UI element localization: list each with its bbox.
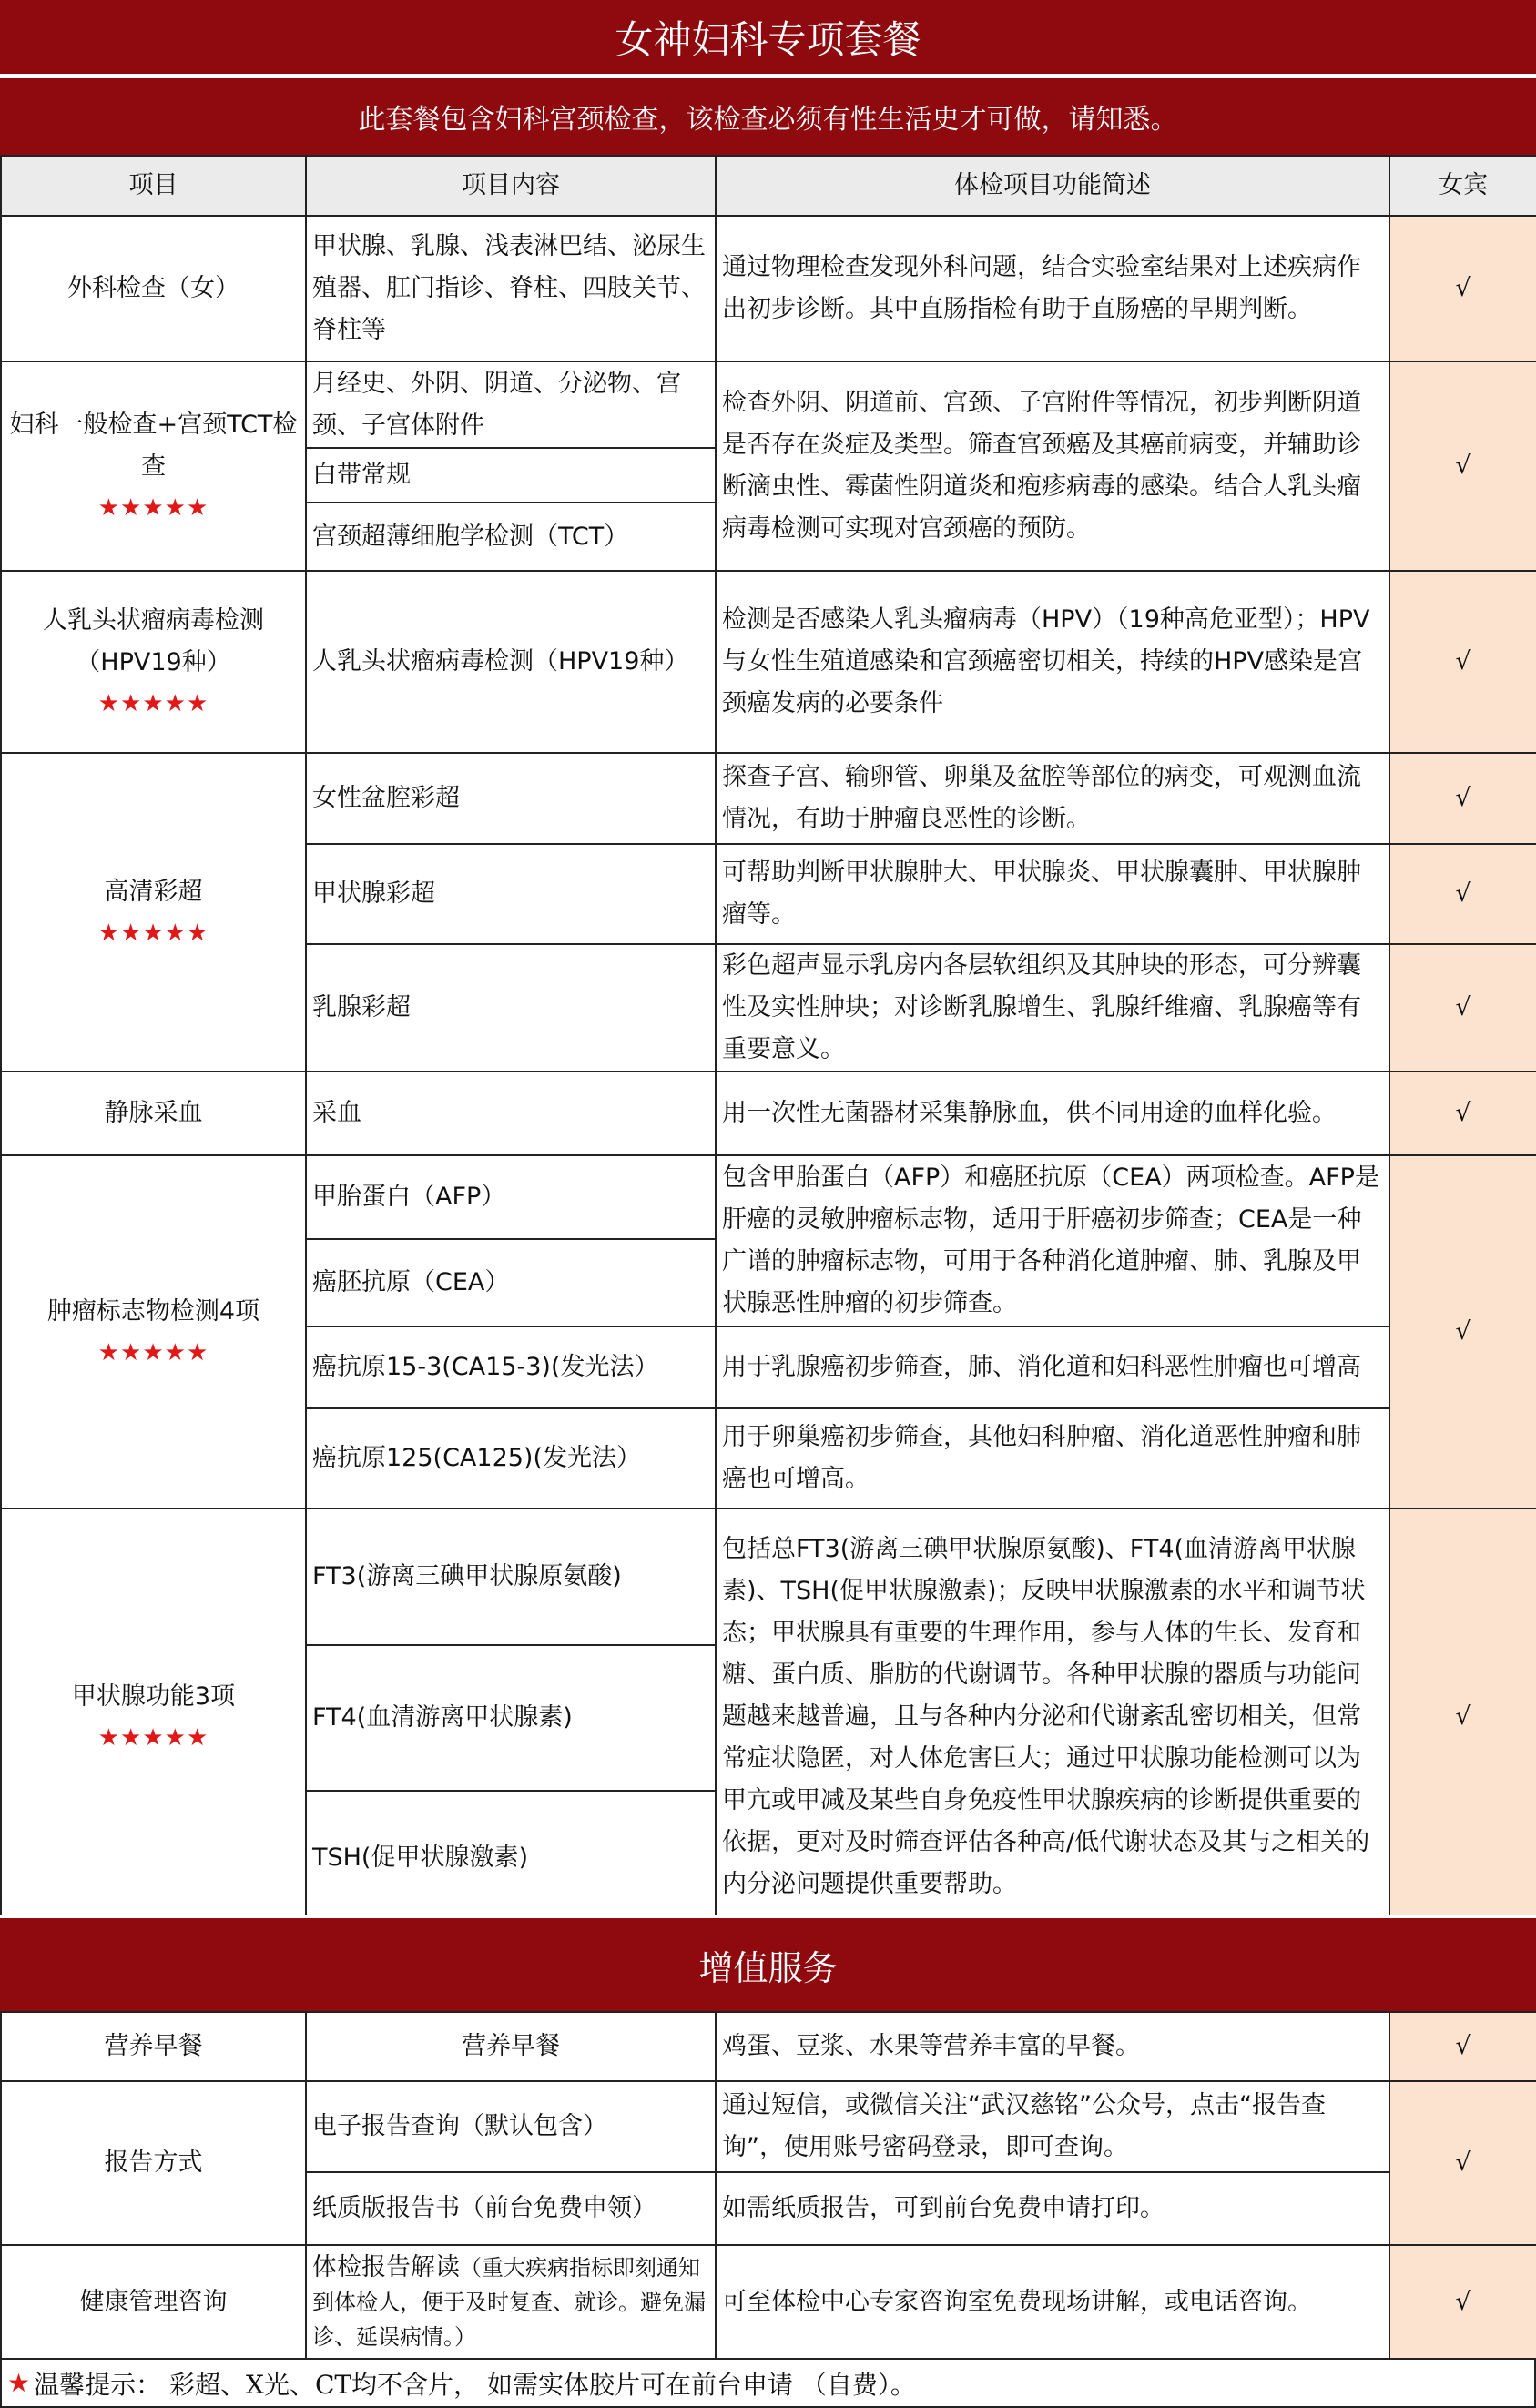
table-row xyxy=(1,2081,1536,2172)
check-mark: √ xyxy=(1389,2012,1536,2081)
desc-report-2: 如需纸质报告，可到前台免费申请打印。 xyxy=(716,2172,1389,2245)
item-ultrasound-label: 高清彩超 xyxy=(104,878,203,906)
content-thyroid-2: FT4(血清游离甲状腺素) xyxy=(306,1645,716,1791)
header-female: 女宾 xyxy=(1389,156,1536,216)
check-mark: √ xyxy=(1389,753,1536,844)
header-content: 项目内容 xyxy=(306,156,716,216)
content-health-note: （重大疾病指标即刻通知到体检人，便于及时复查、就诊。避免漏诊、延误病情。） xyxy=(312,2254,706,2350)
check-mark: √ xyxy=(1389,1509,1536,1925)
check-mark: √ xyxy=(1389,571,1536,753)
desc-ultrasound-2: 可帮助判断甲状腺肿大、甲状腺炎、甲状腺囊肿、甲状腺肿瘤等。 xyxy=(716,844,1389,944)
content-thyroid-3: TSH(促甲状腺激素) xyxy=(306,1791,716,1925)
desc-ultrasound-1: 探查子宫、输卵管、卵巢及盆腔等部位的病变，可观测血流情况，有助于肿瘤良恶性的诊断。 xyxy=(716,753,1389,844)
item-blood: 静脉采血 xyxy=(1,1072,306,1155)
content-health xyxy=(306,2245,716,2359)
header-item: 项目 xyxy=(1,156,306,216)
value-added-table xyxy=(0,2011,1536,2360)
table-row xyxy=(1,1509,1536,1645)
content-gyn-3: 宫颈超薄细胞学检测（TCT） xyxy=(306,503,716,571)
content-surgery: 甲状腺、乳腺、浅表淋巴结、泌尿生殖器、肛门指诊、脊柱、四肢关节、脊柱等 xyxy=(306,216,716,361)
check-mark: √ xyxy=(1389,361,1536,571)
content-breakfast: 营养早餐 xyxy=(306,2012,716,2081)
desc-tumor-12: 包含甲胎蛋白（AFP）和癌胚抗原（CEA）两项检查。AFP是肝癌的灵敏肿瘤标志物，适用于肝癌初步筛查；CEA是一种广谱的肿瘤标志物，可用于各种消化道肿瘤、肺、乳腺及甲状腺恶性肿瘤的初步筛查。 xyxy=(716,1155,1389,1326)
content-ultrasound-2: 甲状腺彩超 xyxy=(306,844,716,944)
table-row xyxy=(1,1155,1536,1239)
desc-tumor-3: 用于乳腺癌初步筛查，肺、消化道和妇科恶性肿瘤也可增高 xyxy=(716,1326,1389,1408)
check-mark: √ xyxy=(1389,216,1536,361)
notice-banner: 此套餐包含妇科宫颈检查，该检查必须有性生活史才可做，请知悉。 xyxy=(0,78,1536,155)
item-hpv xyxy=(1,571,306,753)
content-health-main: 体检报告解读 xyxy=(312,2252,460,2281)
content-gyn-2: 白带常规 xyxy=(306,448,716,503)
desc-thyroid: 包括总FT3(游离三碘甲状腺原氨酸)、FT4(血清游离甲状腺素)、TSH(促甲状腺激素)；反映甲状腺激素的水平和调节状态；甲状腺具有重要的生理作用，参与人体的生长、发育和糖、蛋白质、脂肪的代谢调节。各种甲状腺的器质与功能问题越来越普遍，且与各种内分泌和代谢紊乱密切相关，但常常症状隐匿，对人体危害巨大；通过甲状腺功能检测可以为甲亢或甲减及某些自身免疫性甲状腺疾病的诊断提供重要的依据，更对及时筛查评估各种高/低代谢状态及其与之相关的内分泌问题提供重要帮助。 xyxy=(716,1509,1389,1925)
desc-breakfast: 鸡蛋、豆浆、水果等营养丰富的早餐。 xyxy=(716,2012,1389,2081)
item-ultrasound xyxy=(1,753,306,1072)
item-report: 报告方式 xyxy=(1,2081,306,2245)
item-health: 健康管理咨询 xyxy=(1,2245,306,2359)
check-mark: √ xyxy=(1389,2081,1536,2245)
content-blood: 采血 xyxy=(306,1072,716,1155)
desc-report-1: 通过短信，或微信关注“武汉慈铭”公众号，点击“报告查询”，使用账号密码登录，即可查询。 xyxy=(716,2081,1389,2172)
content-tumor-4: 癌抗原125(CA125)(发光法） xyxy=(306,1408,716,1509)
desc-surgery: 通过物理检查发现外科问题，结合实验室结果对上述疾病作出初步诊断。其中直肠指检有助于直肠癌的早期判断。 xyxy=(716,216,1389,361)
footer-text: 温馨提示： 彩超、X光、CT均不含片， 如需实体胶片可在前台申请 （自费）。 xyxy=(34,2369,916,2400)
rating-stars: ★★★★★ xyxy=(97,1724,209,1752)
content-gyn-1: 月经史、外阴、阴道、分泌物、宫颈、子宫体附件 xyxy=(306,361,716,448)
content-tumor-1: 甲胎蛋白（AFP） xyxy=(306,1155,716,1239)
table-row xyxy=(1,1072,1536,1155)
check-mark: √ xyxy=(1389,1072,1536,1155)
content-ultrasound-1: 女性盆腔彩超 xyxy=(306,753,716,844)
table-row xyxy=(1,753,1536,844)
header-desc: 体检项目功能简述 xyxy=(716,156,1389,216)
table-row xyxy=(1,2012,1536,2081)
content-hpv: 人乳头状瘤病毒检测（HPV19种） xyxy=(306,571,716,753)
table-row xyxy=(1,361,1536,448)
item-gyn xyxy=(1,361,306,571)
page-title: 女神妇科专项套餐 xyxy=(0,0,1536,76)
item-thyroid xyxy=(1,1509,306,1925)
table-row xyxy=(1,2245,1536,2359)
table-header-row xyxy=(1,156,1536,216)
item-surgery: 外科检查（女） xyxy=(1,216,306,361)
section-title: 增值服务 xyxy=(0,1915,1536,2011)
content-tumor-2: 癌胚抗原（CEA） xyxy=(306,1239,716,1326)
table-row xyxy=(1,216,1536,361)
rating-stars: ★★★★★ xyxy=(97,1339,209,1367)
star-icon: ★ xyxy=(7,2368,31,2398)
package-table xyxy=(0,155,1536,1926)
item-thyroid-label: 甲状腺功能3项 xyxy=(71,1682,236,1711)
footer-tip xyxy=(0,2358,1536,2408)
check-mark: √ xyxy=(1389,844,1536,944)
desc-blood: 用一次性无菌器材采集静脉血，供不同用途的血样化验。 xyxy=(716,1072,1389,1155)
item-tumor xyxy=(1,1155,306,1509)
content-report-1: 电子报告查询（默认包含） xyxy=(306,2081,716,2172)
content-report-2: 纸质版报告书（前台免费申领） xyxy=(306,2172,716,2245)
check-mark: √ xyxy=(1389,944,1536,1072)
item-gyn-label: 妇科一般检查+宫颈TCT检查 xyxy=(9,411,298,481)
desc-health: 可至体检中心专家咨询室免费现场讲解，或电话咨询。 xyxy=(716,2245,1389,2359)
content-ultrasound-3: 乳腺彩超 xyxy=(306,944,716,1072)
rating-stars: ★★★★★ xyxy=(97,690,209,717)
check-mark: √ xyxy=(1389,2245,1536,2359)
desc-hpv: 检测是否感染人乳头瘤病毒（HPV）（19种高危亚型）；HPV与女性生殖道感染和宫颈癌密切相关，持续的HPV感染是宫颈癌发病的必要条件 xyxy=(716,571,1389,753)
content-thyroid-1: FT3(游离三碘甲状腺原氨酸) xyxy=(306,1509,716,1645)
table-row xyxy=(1,571,1536,753)
desc-gyn: 检查外阴、阴道前、宫颈、子宫附件等情况，初步判断阴道是否存在炎症及类型。筛查宫颈癌及其癌前病变，并辅助诊断滴虫性、霉菌性阴道炎和疱疹病毒的感染。结合人乳头瘤病毒检测可实现对宫颈癌的预防。 xyxy=(716,361,1389,571)
rating-stars: ★★★★★ xyxy=(97,494,209,522)
content-tumor-3: 癌抗原15-3(CA15-3)(发光法） xyxy=(306,1326,716,1408)
item-breakfast: 营养早餐 xyxy=(1,2012,306,2081)
item-hpv-label: 人乳头状瘤病毒检测（HPV19种） xyxy=(43,606,264,676)
rating-stars: ★★★★★ xyxy=(97,920,209,947)
desc-tumor-4: 用于卵巢癌初步筛查，其他妇科肿瘤、消化道恶性肿瘤和肺癌也可增高。 xyxy=(716,1408,1389,1509)
item-tumor-label: 肿瘤标志物检测4项 xyxy=(46,1297,260,1326)
check-mark: √ xyxy=(1389,1155,1536,1509)
desc-ultrasound-3: 彩色超声显示乳房内各层软组织及其肿块的形态，可分辨囊性及实性肿块；对诊断乳腺增生、乳腺纤维瘤、乳腺癌等有重要意义。 xyxy=(716,944,1389,1072)
